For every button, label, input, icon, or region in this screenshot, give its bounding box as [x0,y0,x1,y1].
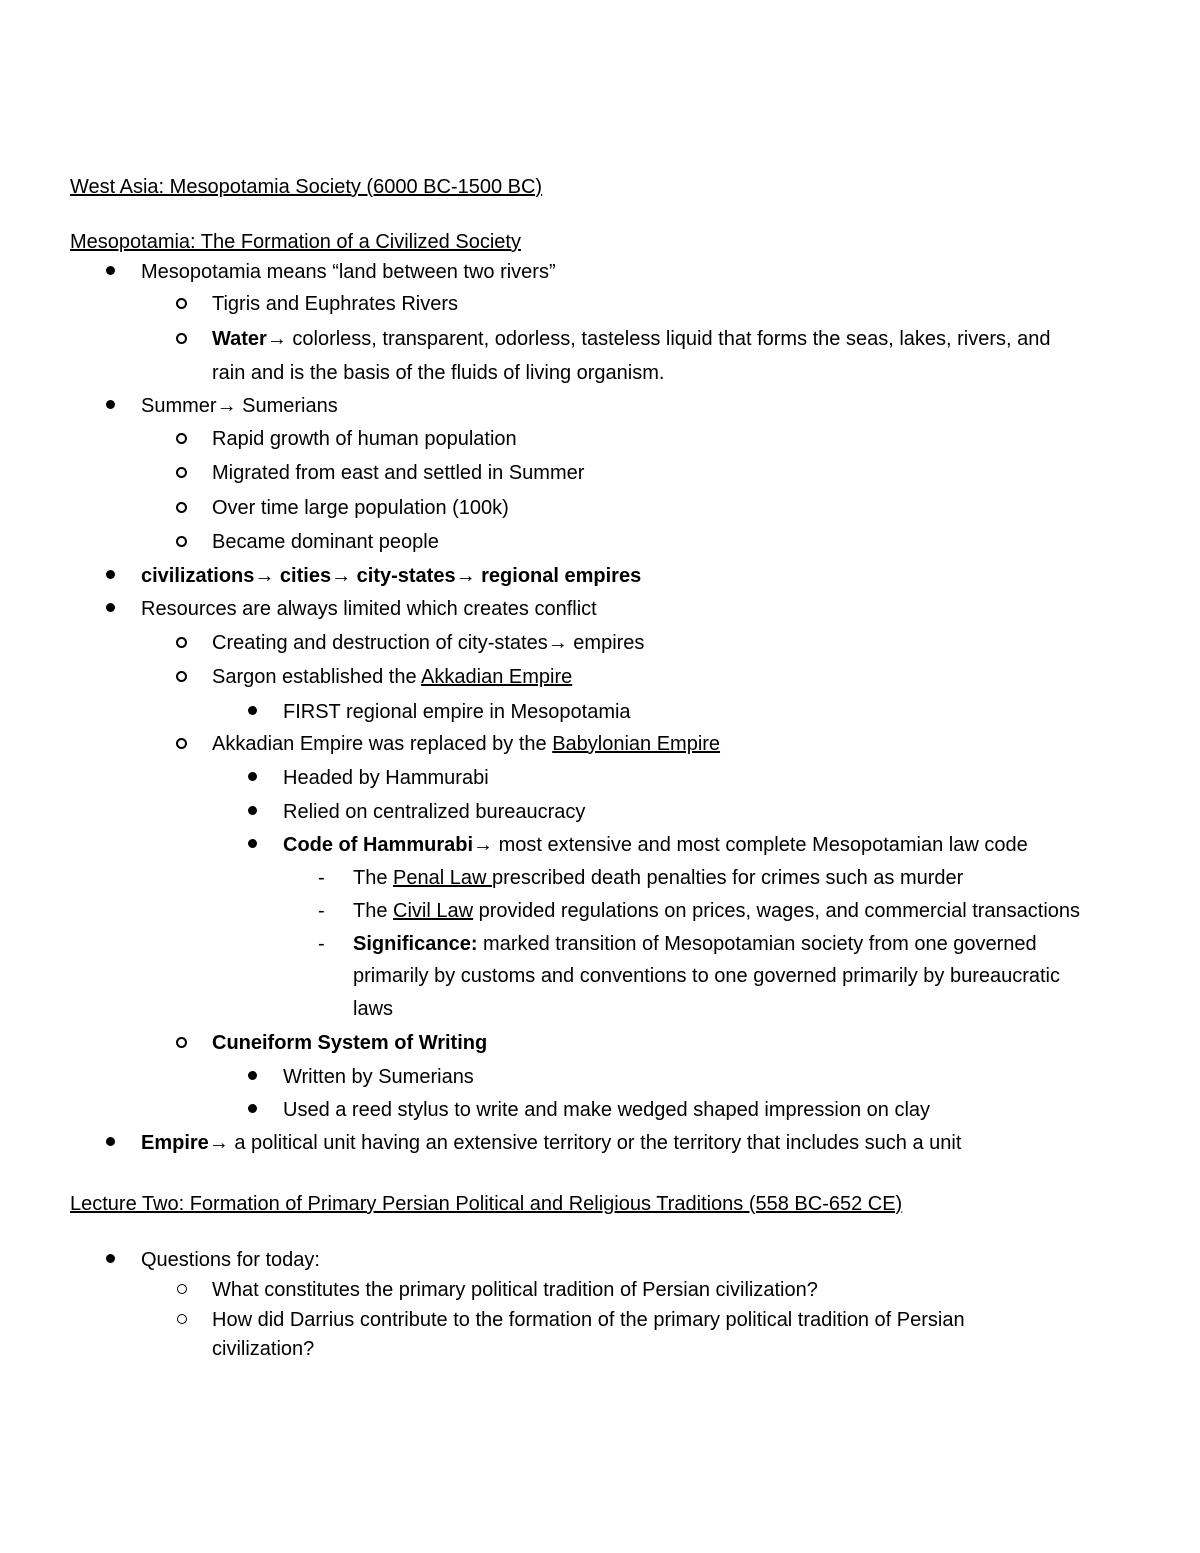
circle-bullet-icon [176,738,187,749]
bullet-icon [106,570,115,579]
item-text: Sargon established the [212,666,422,688]
arrow-icon: → [473,834,494,856]
bullet-icon [106,1137,115,1146]
circle-bullet-icon [177,1314,187,1324]
definition-text: a political unit having an extensive territory or the territory that includes such a unit [228,1132,962,1154]
circle-bullet-icon [176,637,187,648]
bold-term: Water [212,328,267,350]
arrow-icon: → [216,395,237,417]
list-item: Relied on centralized bureaucracy [283,801,586,823]
list-item [212,326,1051,352]
bullet-icon [248,772,257,781]
bullet-icon [106,1254,115,1263]
list-item [353,865,963,891]
underlined-term: Akkadian Empire [421,666,573,688]
section-heading: Lecture Two: Formation of Primary Persian Political and Religious Traditions (558 BC-652 CE) [70,1193,903,1215]
dash-bullet: - [318,867,325,889]
list-item-continuation: primarily by customs and conventions to one governed primarily by bureaucratic [353,965,1061,987]
list-item: Rapid growth of human population [212,428,517,450]
bullet-icon [248,1071,257,1080]
arrow-icon: → [254,565,275,587]
section-heading: Mesopotamia: The Formation of a Civilized Society [70,231,521,253]
dash-bullet: - [318,933,325,955]
list-item: Became dominant people [212,531,439,553]
list-item: Questions for today: [141,1249,320,1271]
arrow-icon: → [547,632,568,654]
list-item [212,731,720,757]
list-item: Mesopotamia means “land between two rivers” [141,261,556,283]
list-item: FIRST regional empire in Mesopotamia [283,701,631,723]
definition-text: colorless, transparent, odorless, tasteless liquid that forms the seas, lakes, rivers, and [286,328,1051,350]
bullet-icon [106,603,115,612]
bold-term: Empire [141,1132,209,1154]
list-item [353,898,1080,924]
list-item: Resources are always limited which creates conflict [141,598,597,620]
list-item: Summer→ Sumerians [141,395,338,417]
list-item: civilizations→ cities→ city-states→ regional empires [141,565,642,587]
definition-text: most extensive and most complete Mesopotamian law code [493,834,1028,856]
list-item: Headed by Hammurabi [283,767,489,789]
circle-bullet-icon [176,1037,187,1048]
circle-bullet-icon [176,502,187,513]
underlined-term: Babylonian Empire [552,733,721,755]
item-text: The [353,900,394,922]
arrow-icon: → [266,328,287,350]
list-item: Tigris and Euphrates Rivers [212,293,459,315]
underlined-term: Civil Law [393,900,474,922]
bullet-icon [248,1104,257,1113]
bullet-icon [106,400,115,409]
bullet-icon [248,806,257,815]
list-item: Creating and destruction of city-states→ empires [212,632,645,654]
bold-term: Significance: [353,933,478,955]
circle-bullet-icon [176,671,187,682]
circle-bullet-icon [176,333,187,344]
item-text: marked transition of Mesopotamian society from one governed [477,933,1037,955]
underlined-term: Penal Law [393,867,492,889]
bullet-icon [248,839,257,848]
list-item: Used a reed stylus to write and make wedged shaped impression on clay [283,1099,931,1121]
page-title: West Asia: Mesopotamia Society (6000 BC-1500 BC) [70,176,543,198]
list-item [353,931,1037,957]
list-item-continuation: civilization? [212,1338,315,1360]
list-item [283,832,1028,858]
bullet-icon [248,706,257,715]
list-item: How did Darrius contribute to the formation of the primary political tradition of Persian [212,1309,965,1331]
bold-term: Code of Hammurabi [283,834,474,856]
circle-bullet-icon [176,536,187,547]
circle-bullet-icon [177,1284,187,1294]
list-item: Migrated from east and settled in Summer [212,462,585,484]
list-item [212,664,572,690]
arrow-icon: → [208,1132,229,1154]
item-text: prescribed death penalties for crimes such as murder [492,867,964,889]
list-item: Cuneiform System of Writing [212,1032,488,1054]
list-item-continuation: laws [353,998,394,1020]
arrow-icon: → [331,565,352,587]
list-item: Written by Sumerians [283,1066,474,1088]
list-item-continuation: rain and is the basis of the fluids of living organism. [212,362,665,384]
list-item: What constitutes the primary political tradition of Persian civilization? [212,1279,818,1301]
circle-bullet-icon [176,433,187,444]
item-text: Akkadian Empire was replaced by the [212,733,553,755]
arrow-icon: → [455,565,476,587]
bullet-icon [106,266,115,275]
list-item: Over time large population (100k) [212,497,509,519]
dash-bullet: - [318,900,325,922]
circle-bullet-icon [176,298,187,309]
circle-bullet-icon [176,467,187,478]
item-text: The [353,867,394,889]
list-item [141,1130,961,1156]
item-text: provided regulations on prices, wages, and commercial transactions [473,900,1081,922]
